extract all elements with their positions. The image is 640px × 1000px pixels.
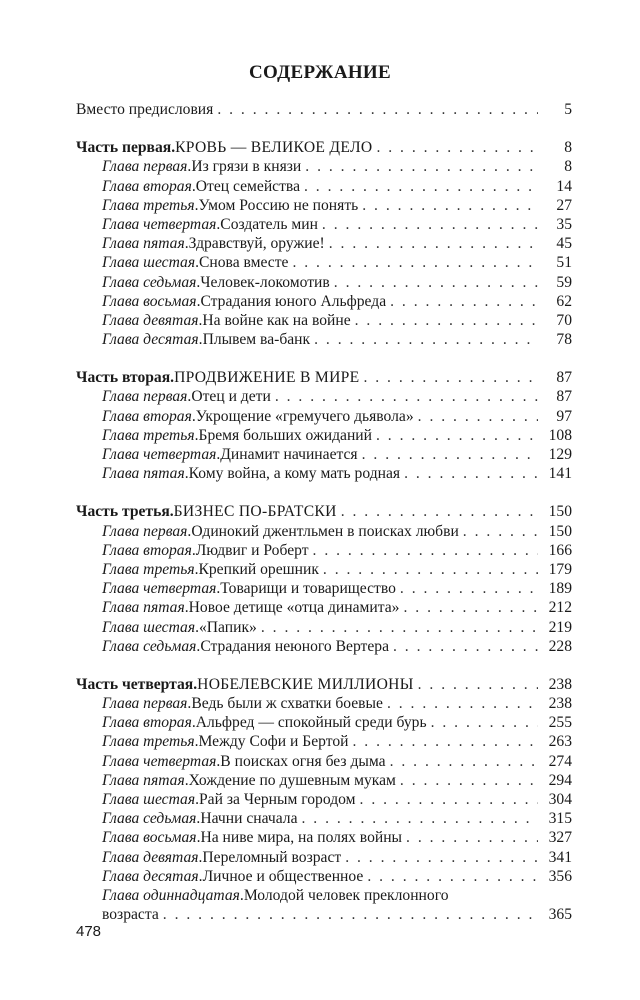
toc-chapter: Глава девятая . На войне как на войне . . . 70 (76, 311, 572, 330)
leader-dots (403, 598, 538, 617)
leader-dots (406, 828, 538, 847)
chapter-title: Хождение по душевным мукам (188, 771, 396, 789)
chapter-page: 78 (556, 331, 572, 349)
chapter-title: «Папик» (199, 618, 257, 636)
toc-chapter: Глава седьмая . Человек-локомотив . . . 59 (76, 273, 572, 292)
chapter-page: 219 (548, 618, 572, 636)
section-gap (76, 349, 572, 368)
chapter-label: Глава третья (102, 196, 195, 214)
chapter-page: 35 (556, 215, 572, 233)
chapter-label: Глава третья (102, 426, 195, 444)
chapter-label: Глава вторая (102, 177, 192, 195)
page-number: 478 (76, 923, 102, 940)
chapter-page: 62 (556, 292, 572, 310)
chapter-title: Кому война, а кому мать родная (188, 465, 401, 483)
leader-dots (323, 560, 538, 579)
chapter-label: Глава пятая (102, 599, 185, 617)
toc-part-1 (76, 138, 572, 157)
chapter-title: Динамит начинается (220, 446, 358, 463)
toc-chapter: Глава четвертая . Товарищи и товарищество . . . 189 (76, 579, 572, 598)
toc-chapter-continued (76, 905, 572, 924)
section-gap (76, 119, 572, 138)
toc-chapter: Глава одиннадцатая . Молодой человек преклонного (102, 886, 449, 904)
entry-page: 5 (564, 101, 572, 118)
toc-chapter: Глава пятая . Хождение по душевным мукам . . . 294 (76, 771, 572, 790)
part-title: БИЗНЕС ПО-БРАТСКИ (173, 503, 337, 521)
chapter-label: Глава восьмая (102, 292, 197, 310)
chapter-label: Глава первая (102, 388, 188, 406)
chapter-page: 189 (548, 580, 572, 598)
chapter-title: Крепкий орешник (198, 560, 319, 578)
chapter-title: На войне как на войне (202, 311, 351, 329)
section-gap (76, 656, 572, 675)
toc-chapter: Глава вторая . Людвиг и Роберт . . . 166 (76, 541, 572, 560)
chapter-page: 356 (548, 867, 572, 885)
chapter-label: Глава вторая (102, 407, 192, 425)
chapter-label: Глава первая (102, 158, 188, 176)
part-title: КРОВЬ — ВЕЛИКОЕ ДЕЛО (175, 139, 373, 157)
chapter-title: Бремя больших ожиданий (198, 426, 372, 444)
chapter-label: Глава вторая (102, 541, 192, 559)
chapter-title: Здравствуй, оружие! (188, 235, 325, 253)
toc-chapter: Глава четвертая . В поисках огня без дыма . . . 274 (76, 752, 572, 771)
leader-dots (387, 694, 538, 713)
part-page: 8 (564, 139, 572, 157)
chapter-title: Рай за Черным городом (199, 791, 356, 808)
chapter-label: Глава шестая (102, 618, 196, 636)
chapter-page: 255 (548, 714, 572, 732)
chapter-page: 341 (548, 848, 572, 866)
chapter-title: В поисках огня без дыма (220, 752, 386, 770)
chapter-page: 14 (556, 177, 572, 195)
toc-part-4 (76, 675, 572, 694)
toc-chapter: Глава первая . Одинокий джентльмен в поисках любви . . . 150 (76, 522, 572, 541)
leader-dots (292, 253, 538, 272)
chapter-label: Глава одиннадцатая (102, 886, 240, 904)
chapter-title-continued: возраста (102, 906, 159, 924)
chapter-title: Страдания юного Альфреда (200, 292, 387, 310)
chapter-page: 294 (548, 771, 572, 789)
toc-chapter: Глава третья . Крепкий орешник . . . 179 (76, 560, 572, 579)
chapter-label: Глава четвертая (102, 580, 217, 598)
chapter-title: Снова вместе (199, 254, 289, 272)
leader-dots (376, 138, 538, 157)
toc-chapter: Глава первая . Из грязи в князи . . . 8 (76, 157, 572, 176)
chapter-label: Глава десятая (102, 331, 199, 349)
leader-dots (367, 867, 538, 886)
chapter-page: 315 (548, 810, 572, 828)
toc-chapter: Глава вторая . Укрощение «гремучего дьявола» . . . 97 (76, 407, 572, 426)
chapter-page: 263 (548, 733, 572, 751)
chapter-page: 327 (548, 829, 572, 847)
chapter-label: Глава девятая (102, 848, 199, 866)
leader-dots (304, 177, 538, 196)
part-label: Часть вторая. (76, 369, 175, 387)
chapter-page: 166 (548, 541, 572, 559)
leader-dots (376, 426, 538, 445)
chapter-title: Из грязи в князи (191, 158, 302, 176)
chapter-title: Товарищи и товарищество (220, 580, 396, 598)
leader-dots (418, 407, 538, 426)
part-label: Часть первая. (76, 139, 176, 157)
chapter-title: Страдания неюного Вертера (200, 637, 389, 655)
chapter-page: 365 (548, 906, 572, 924)
leader-dots (341, 502, 538, 521)
toc-chapter: Глава шестая . «Папик» . . . 219 (76, 618, 572, 637)
part-page: 238 (548, 675, 572, 693)
leader-dots (390, 292, 538, 311)
toc-entry-intro (76, 100, 572, 119)
leader-dots (345, 848, 538, 867)
toc-chapter: Глава восьмая . На ниве мира, на полях войны . . . 327 (76, 828, 572, 847)
chapter-page: 45 (556, 235, 572, 253)
leader-dots (217, 100, 538, 119)
chapter-label: Глава восьмая (102, 829, 197, 847)
part-label: Часть четвертая. (76, 675, 198, 693)
chapter-label: Глава девятая (102, 311, 199, 329)
chapter-page: 87 (556, 388, 572, 406)
leader-dots (275, 387, 538, 406)
toc-chapter: Глава вторая . Альфред — спокойный среди бурь . . . 255 (76, 713, 572, 732)
chapter-page: 179 (548, 560, 572, 578)
toc-chapter: Глава девятая . Переломный возраст . . . 341 (76, 848, 572, 867)
table-of-contents (76, 100, 572, 924)
leader-dots (322, 215, 538, 234)
toc-chapter: Глава четвертая . Создатель мин . . . 35 (76, 215, 572, 234)
part-page: 87 (556, 369, 572, 387)
leader-dots (352, 732, 538, 751)
chapter-label: Глава седьмая (102, 810, 197, 828)
toc-chapter: Глава седьмая . Страдания неюного Вертера . . . 228 (76, 637, 572, 656)
chapter-page: 51 (556, 254, 572, 272)
toc-chapter: Глава третья . Умом Россию не понять . . . 27 (76, 196, 572, 215)
chapter-label: Глава шестая (102, 254, 196, 272)
toc-chapter: Глава четвертая . Динамит начинается . . . 129 (76, 445, 572, 464)
leader-dots (261, 618, 538, 637)
chapter-label: Глава четвертая (102, 215, 217, 233)
leader-dots (463, 522, 538, 541)
toc-chapter: Глава десятая . Плывем ва-банк . . . 78 (76, 330, 572, 349)
chapter-page: 304 (548, 791, 572, 808)
chapter-title: Создатель мин (220, 215, 318, 233)
chapter-title: Человек-локомотив (200, 273, 330, 291)
leader-dots (362, 445, 538, 464)
chapter-label: Глава первая (102, 522, 188, 540)
chapter-label: Глава шестая (102, 791, 196, 808)
chapter-page: 8 (564, 158, 572, 176)
chapter-page: 27 (556, 196, 572, 214)
leader-dots (163, 905, 538, 924)
chapter-label: Глава десятая (102, 867, 199, 885)
chapter-title: Переломный возраст (202, 848, 342, 866)
parts-list (76, 119, 572, 924)
chapter-label: Глава четвертая (102, 752, 217, 770)
toc-chapter: Глава пятая . Здравствуй, оружие! . . . 45 (76, 234, 572, 253)
leader-dots (329, 234, 538, 253)
leader-dots (418, 675, 538, 694)
toc-chapter: Глава шестая . Рай за Черным городом . . . 304 (76, 790, 572, 809)
chapter-label: Глава вторая (102, 714, 192, 732)
chapter-label: Глава седьмая (102, 273, 197, 291)
leader-dots (400, 579, 538, 598)
leader-dots (355, 311, 538, 330)
leader-dots (404, 464, 538, 483)
toc-chapter: Глава пятая . Новое детище «отца динамита» . . . 212 (76, 598, 572, 617)
chapter-title: Альфред — спокойный среди бурь (195, 714, 427, 732)
chapter-title: Ведь были ж схватки боевые (191, 695, 383, 713)
toc-chapter: Глава седьмая . Начни сначала . . . 315 (76, 809, 572, 828)
chapter-title: Отец и дети (191, 388, 271, 406)
chapter-page: 238 (548, 695, 572, 713)
chapter-label: Глава четвертая (102, 446, 217, 463)
chapter-title: Молодой человек преклонного (243, 886, 449, 904)
chapter-label: Глава пятая (102, 465, 185, 483)
chapter-label: Глава пятая (102, 771, 185, 789)
chapter-title: Личное и общественное (202, 867, 364, 885)
part-label: Часть третья. (76, 503, 174, 521)
chapter-page: 59 (556, 273, 572, 291)
entry-title: Вместо предисловия (76, 101, 214, 118)
chapter-page: 97 (556, 407, 572, 425)
chapter-label: Глава третья (102, 560, 195, 578)
leader-dots (393, 637, 538, 656)
part-title: НОБЕЛЕВСКИЕ МИЛЛИОНЫ (197, 675, 414, 693)
leader-dots (400, 771, 538, 790)
leader-dots (301, 809, 538, 828)
toc-chapter: Глава первая . Отец и дети . . . 87 (76, 387, 572, 406)
chapter-label: Глава первая (102, 695, 188, 713)
toc-chapter: Глава первая . Ведь были ж схватки боевые . . . 238 (76, 694, 572, 713)
leader-dots (314, 330, 538, 349)
leader-dots (390, 752, 538, 771)
chapter-title: Отец семейства (195, 177, 300, 195)
toc-chapter: Глава третья . Между Софи и Бертой . . . 263 (76, 732, 572, 751)
chapter-label: Глава седьмая (102, 637, 197, 655)
chapter-page: 108 (548, 426, 572, 444)
leader-dots (362, 196, 538, 215)
toc-chapter: Глава пятая . Кому война, а кому мать родная . . . 141 (76, 464, 572, 483)
chapter-title: Начни сначала (200, 810, 298, 828)
chapter-title: Людвиг и Роберт (195, 541, 309, 559)
chapter-page: 141 (548, 465, 572, 483)
leader-dots (360, 790, 538, 809)
contents-heading: СОДЕРЖАНИЕ (249, 62, 391, 83)
chapter-title: Плывем ва-банк (202, 331, 311, 349)
toc-chapter: Глава вторая . Отец семейства . . . 14 (76, 177, 572, 196)
leader-dots (334, 273, 538, 292)
leader-dots (431, 713, 538, 732)
toc-part-2 (76, 368, 572, 387)
section-gap (76, 483, 572, 502)
chapter-page: 70 (556, 311, 572, 329)
chapter-title: На ниве мира, на полях войны (200, 829, 403, 847)
leader-dots (305, 157, 538, 176)
toc-chapter: Глава десятая . Личное и общественное . . . 356 (76, 867, 572, 886)
toc-chapter: Глава шестая . Снова вместе . . . 51 (76, 253, 572, 272)
chapter-label: Глава третья (102, 733, 195, 751)
chapter-title: Новое детище «отца динамита» (188, 599, 400, 617)
part-page: 150 (548, 503, 572, 521)
chapter-page: 212 (548, 599, 572, 617)
chapter-page: 129 (548, 446, 572, 463)
part-title: ПРОДВИЖЕНИЕ В МИРЕ (174, 369, 360, 387)
leader-dots (363, 368, 538, 387)
chapter-title: Одинокий джентльмен в поисках любви (191, 522, 459, 540)
chapter-page: 274 (548, 752, 572, 770)
chapter-title: Умом Россию не понять (198, 196, 359, 214)
chapter-page: 150 (548, 522, 572, 540)
chapter-title: Укрощение «гремучего дьявола» (195, 407, 414, 425)
leader-dots (313, 541, 538, 560)
toc-chapter: Глава третья . Бремя больших ожиданий . . . 108 (76, 426, 572, 445)
chapter-page: 228 (548, 637, 572, 655)
chapter-label: Глава пятая (102, 235, 185, 253)
chapter-title: Между Софи и Бертой (198, 733, 349, 751)
toc-part-3 (76, 502, 572, 521)
toc-chapter: Глава восьмая . Страдания юного Альфреда . . . 62 (76, 292, 572, 311)
